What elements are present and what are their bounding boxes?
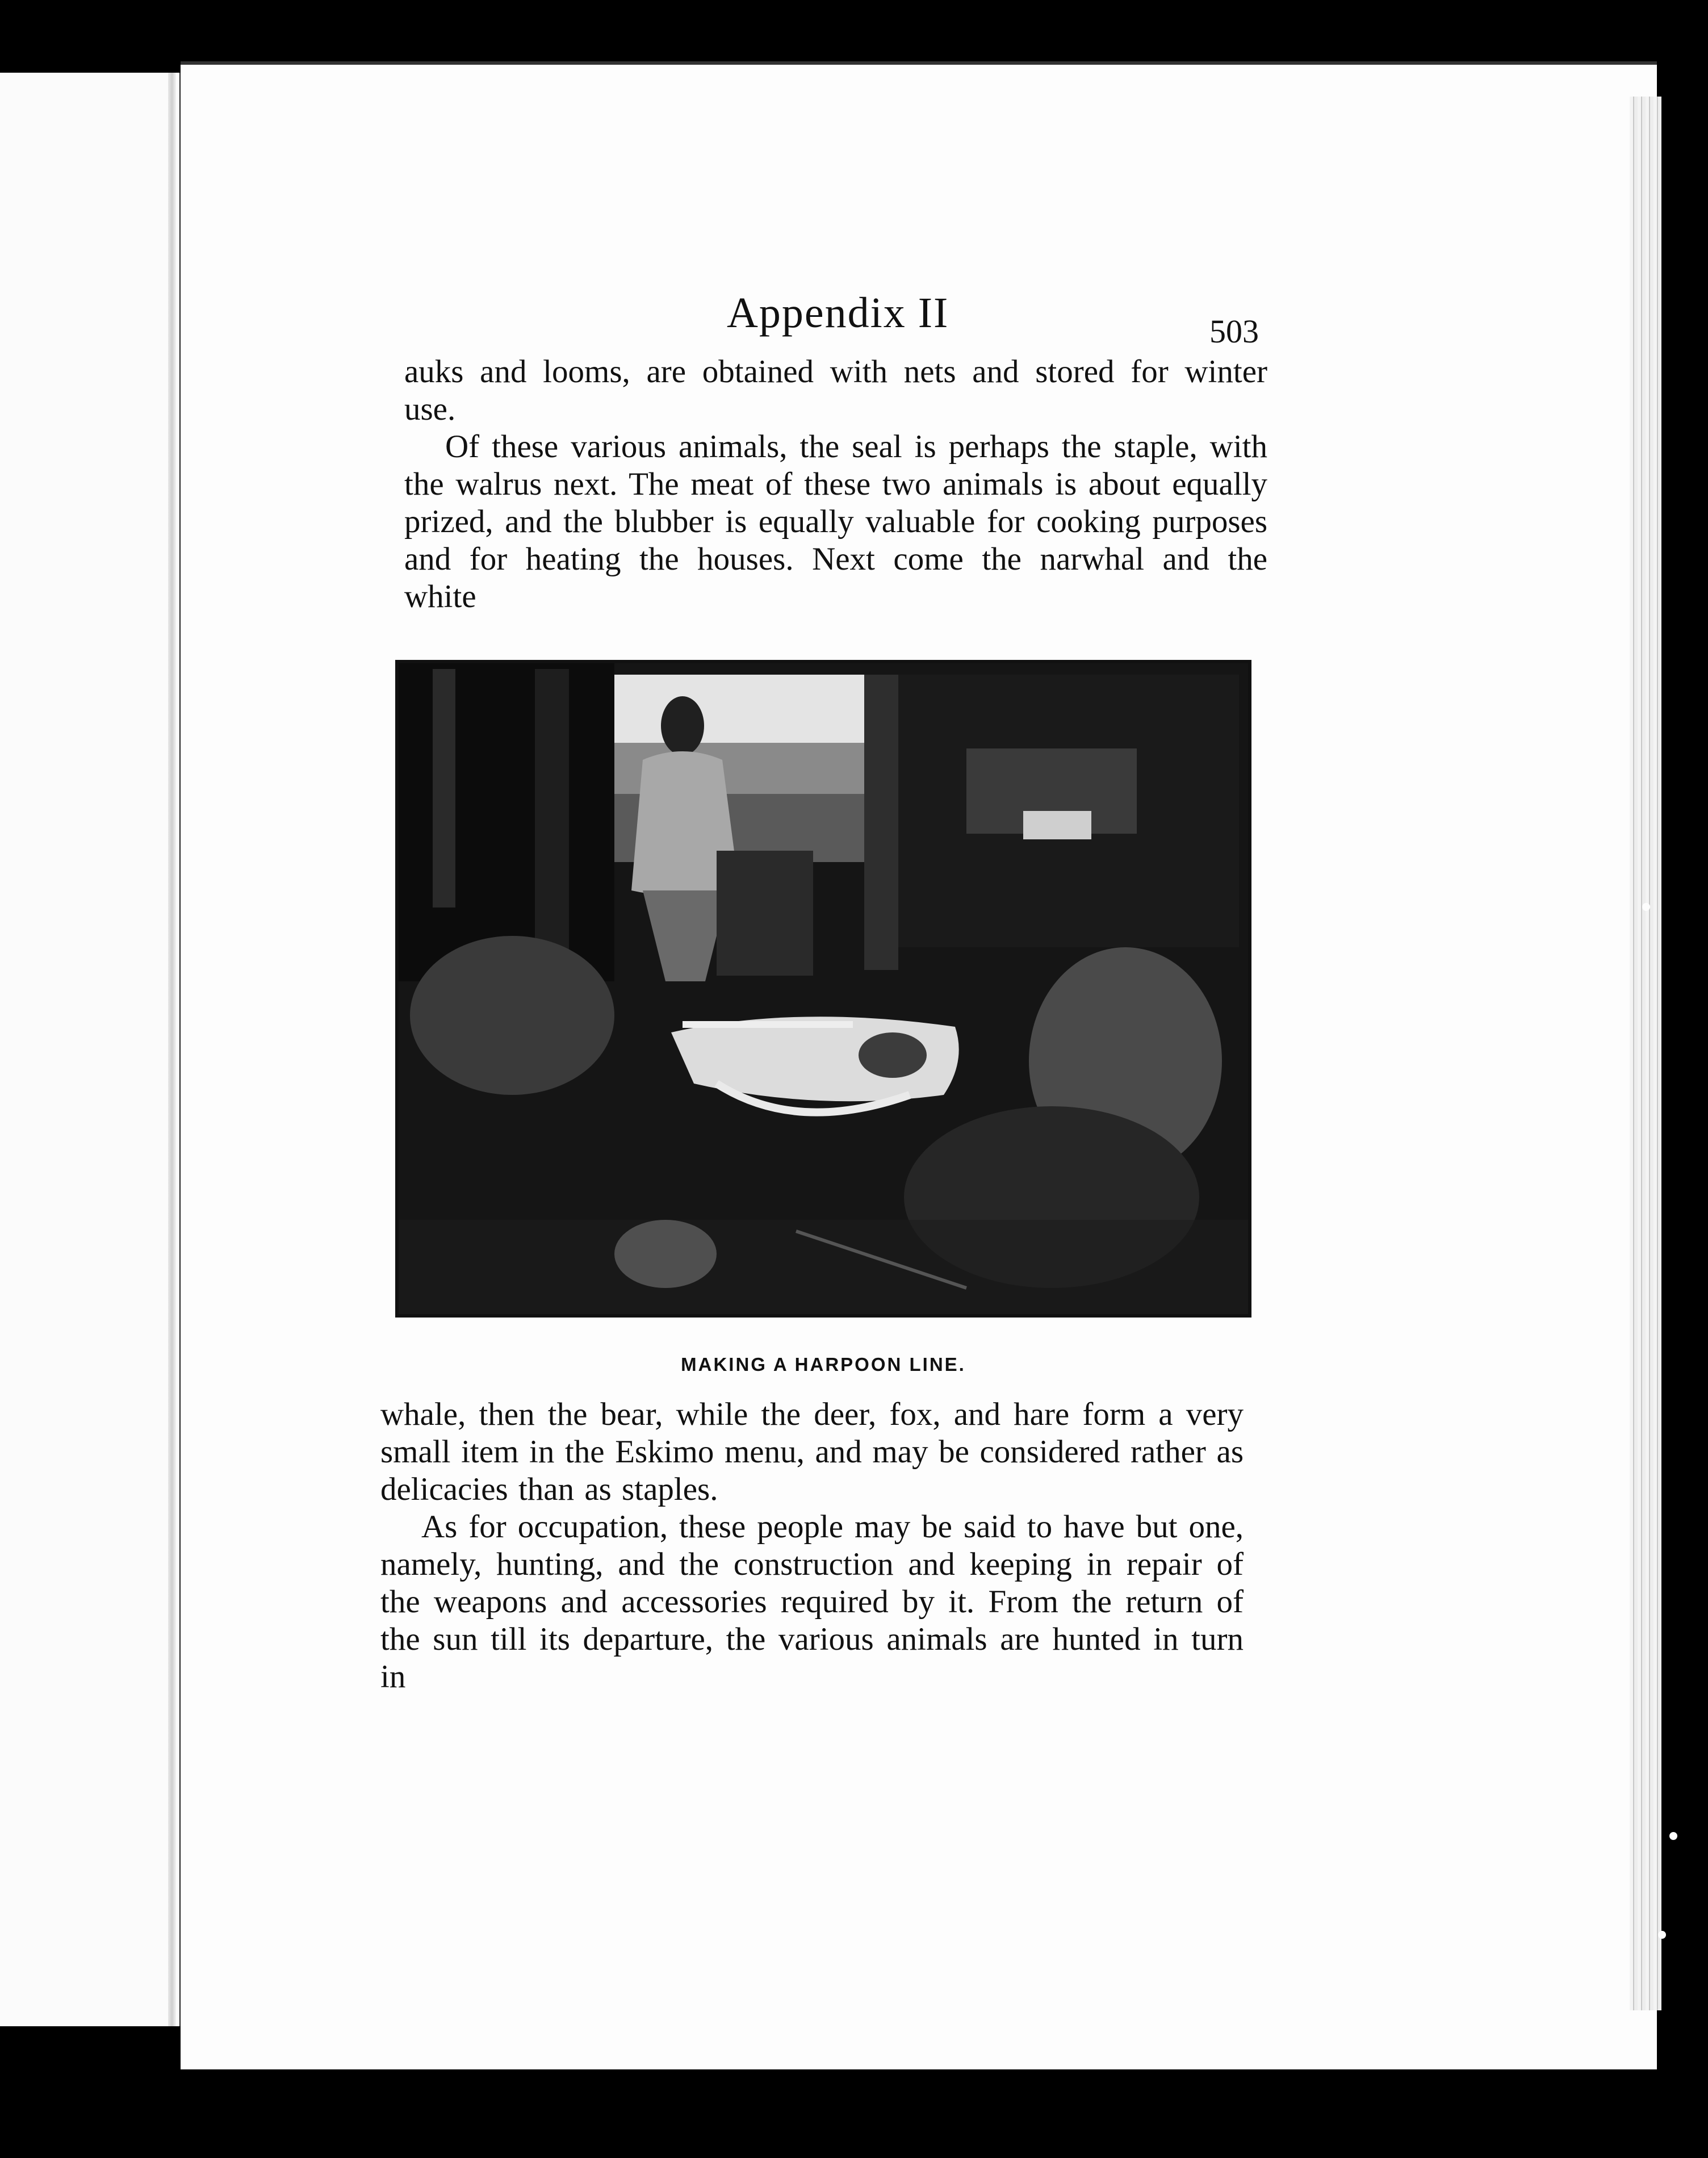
text-block-top [404,353,1267,616]
figure-caption: MAKING A HARPOON LINE. [681,1354,966,1375]
paragraph-continuation: auks and looms, are obtained with nets and stored for winter use. [404,354,1267,427]
running-header: Appendix II [727,289,949,337]
text-block-bottom [380,1396,1244,1696]
scan-speck [1658,1931,1666,1939]
paragraph-continuation: whale, then the bear, while the deer, fox, and hare form a very small item in the Eskimo menu, and may be considered rather as delicacies than as staples. [380,1396,1244,1507]
paragraph: Of these various animals, the seal is perhaps the staple, with the walrus next. The meat of these two animals is about equally prized, and the blubber is equally valuable for cooking purposes and for heating the houses. Next come the narwhal and the white [404,429,1267,614]
paragraph: As for occupation, these people may be said to have but one, namely, hunting, and the construction and keeping in repair of the weapons and accessories required by it. From the return of the sun till its departure, the various animals are hunted in turn in [380,1509,1244,1695]
page-edges [1630,97,1661,2010]
photograph-image [399,663,1248,1314]
book-gutter [168,73,176,2026]
left-page [0,73,182,2026]
photograph [395,660,1251,1318]
scan-speck [1669,1832,1677,1840]
scan-speck [1642,903,1650,911]
page-number: 503 [1209,313,1259,350]
